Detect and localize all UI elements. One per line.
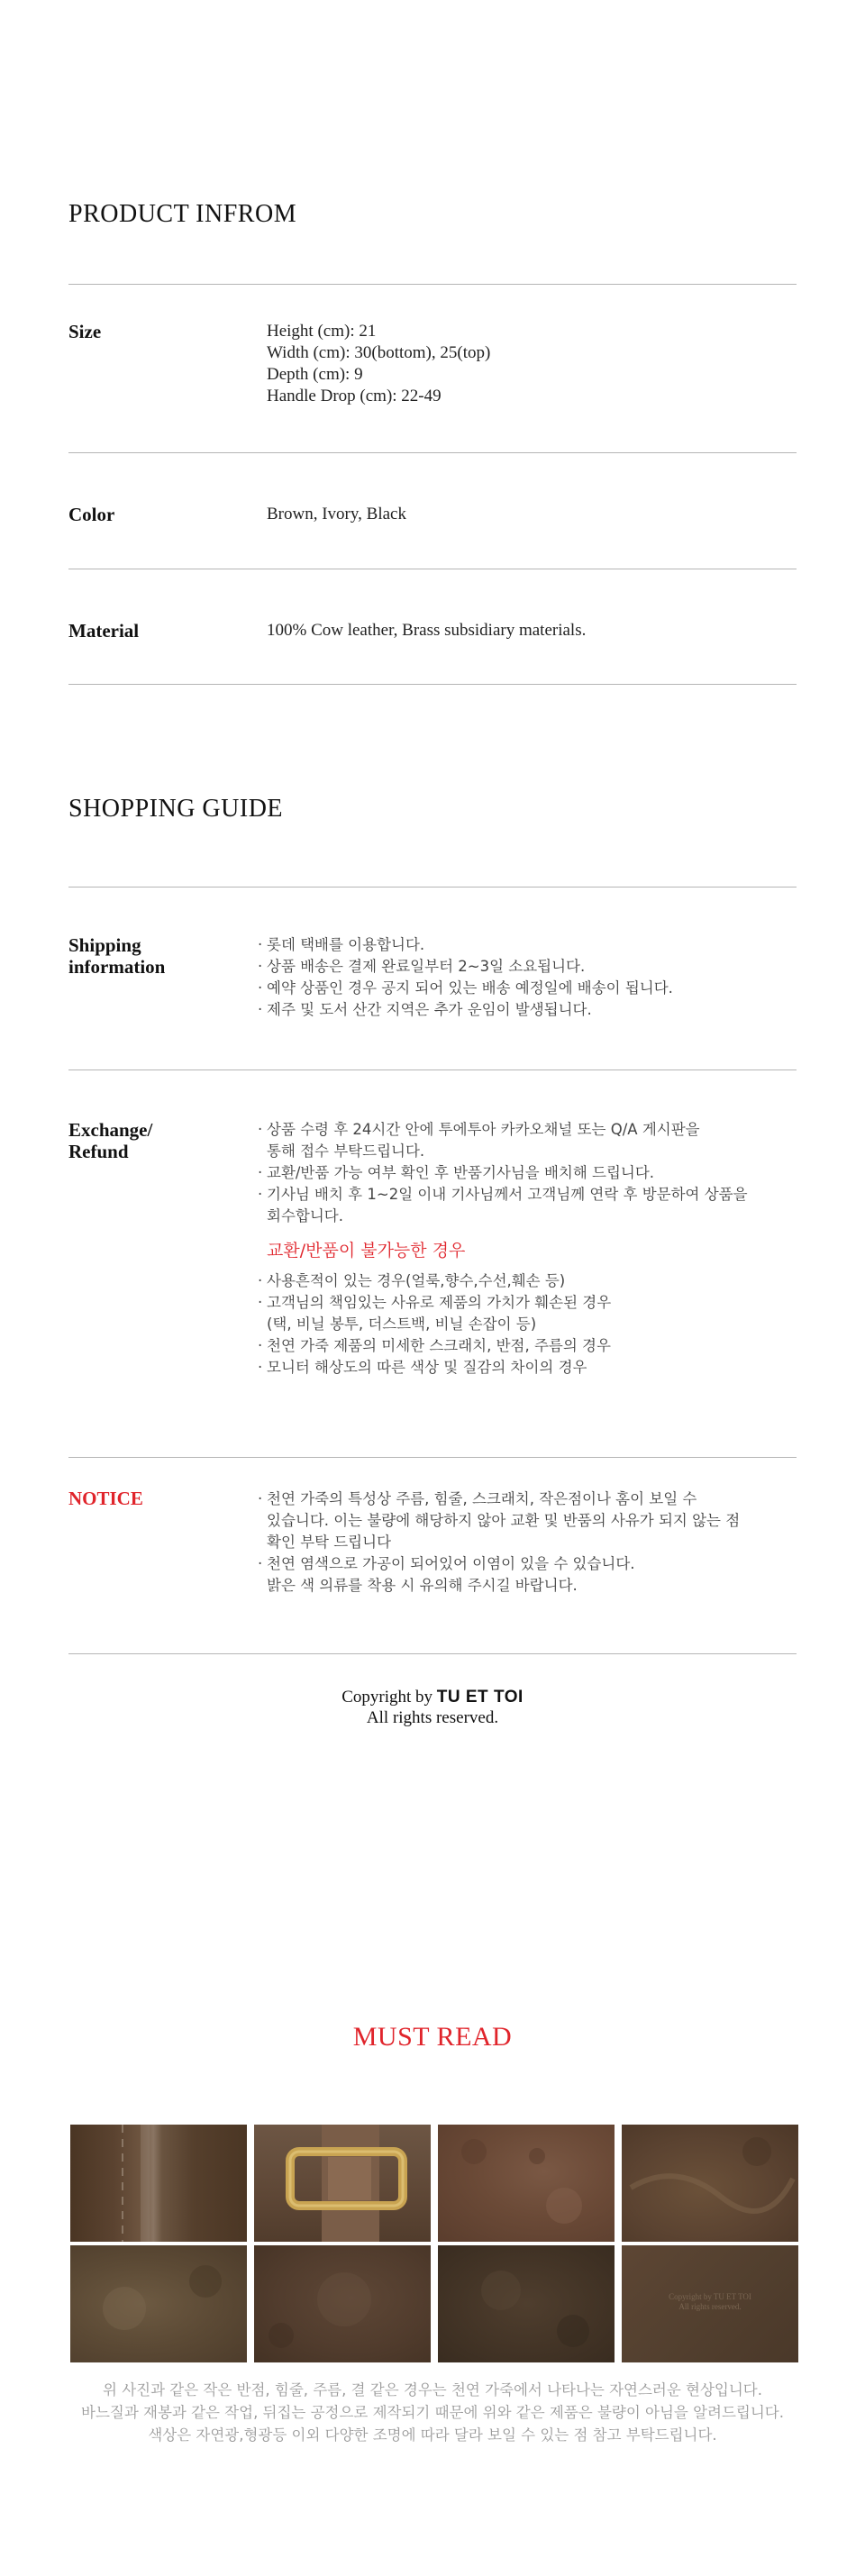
size-values <box>267 321 490 407</box>
list-item: · 천연 염색으로 가공이 되어있어 이염이 있을 수 있습니다. <box>258 1553 740 1575</box>
exchange-info <box>258 1119 748 1379</box>
must-read-notes <box>0 2379 865 2446</box>
leather-photo-grain-1 <box>438 2125 615 2242</box>
shipping-label: Shipping information <box>68 934 166 978</box>
list-item: · 천연 가죽 제품의 미세한 스크래치, 반점, 주름의 경우 <box>258 1335 748 1357</box>
leather-photo-watermark <box>622 2245 798 2362</box>
list-item: · 천연 가죽의 특성상 주름, 힘줄, 스크래치, 작은점이나 홈이 보일 수 <box>258 1488 740 1510</box>
must-read-title: MUST READ <box>352 2022 513 2052</box>
list-item-cont: (택, 비닐 봉투, 더스트백, 비닐 손잡이 등) <box>267 1315 537 1333</box>
notice-label: NOTICE <box>68 1488 143 1509</box>
divider <box>68 284 797 285</box>
leather-photo-grain-5 <box>438 2245 615 2362</box>
leather-photo-edge-stitch <box>70 2125 247 2242</box>
divider <box>68 452 797 453</box>
list-item: · 제주 및 도서 산간 지역은 추가 운임이 발생됩니다. <box>258 999 673 1021</box>
size-height: Height (cm): 21 <box>267 322 377 341</box>
list-item: · 기사님 배치 후 1~2일 이내 기사님께서 고객님께 연락 후 방문하여 상품을 <box>258 1184 748 1206</box>
material-value: 100% Cow leather, Brass subsidiary materials. <box>267 621 587 640</box>
list-item: · 교환/반품 가능 여부 확인 후 반품기사님을 배치해 드립니다. <box>258 1162 748 1184</box>
list-item: · 롯데 택배를 이용합니다. <box>258 934 673 956</box>
note-line: 위 사진과 같은 작은 반점, 힘줄, 주름, 결 같은 경우는 천연 가죽에서 나타나는 자연스러운 현상입니다. <box>103 2381 762 2399</box>
leather-photo-grain-2 <box>622 2125 798 2242</box>
exchange-label: Exchange/ Refund <box>68 1119 153 1162</box>
leather-photo-buckle <box>254 2125 431 2242</box>
leather-photo-grain-4 <box>254 2245 431 2362</box>
brand-name: TU ET TOI <box>436 1688 524 1707</box>
notice-info <box>258 1488 740 1597</box>
list-item: · 상품 배송은 결제 완료일부터 2~3일 소요됩니다. <box>258 956 673 978</box>
size-depth: Depth (cm): 9 <box>267 365 363 384</box>
list-item-cont: 있습니다. 이는 불량에 해당하지 않아 교환 및 반품의 사유가 되지 않는 점 <box>267 1512 741 1529</box>
material-label: Material <box>68 620 140 642</box>
list-item: · 상품 수령 후 24시간 안에 투에투아 카카오채널 또는 Q/A 게시판을 <box>258 1119 748 1141</box>
not-allowed-heading: 교환/반품이 불가능한 경우 <box>267 1241 466 1261</box>
size-width: Width (cm): 30(bottom), 25(top) <box>267 343 491 362</box>
shopping-guide-title: SHOPPING GUIDE <box>68 795 284 823</box>
divider <box>68 1457 797 1458</box>
size-handle-drop: Handle Drop (cm): 22-49 <box>267 387 442 405</box>
list-item-cont: 회수합니다. <box>267 1207 343 1224</box>
list-item: · 예약 상품인 경우 공지 되어 있는 배송 예정일에 배송이 됩니다. <box>258 978 673 999</box>
product-info-title: PRODUCT INFROM <box>68 200 297 228</box>
list-item-cont: 통해 접수 부탁드립니다. <box>267 1142 425 1160</box>
list-item: · 고객님의 책임있는 사유로 제품의 가치가 훼손된 경우 <box>258 1292 748 1314</box>
list-item: · 사용흔적이 있는 경우(얼룩,향수,수선,훼손 등) <box>258 1270 748 1292</box>
color-value: Brown, Ivory, Black <box>267 505 406 523</box>
rights-text: All rights reserved. <box>366 1708 499 1727</box>
color-label: Color <box>68 504 115 525</box>
size-label: Size <box>68 321 102 342</box>
list-item-cont: 확인 부탁 드립니다 <box>267 1534 392 1551</box>
note-line: 바느질과 재봉과 같은 작업, 뒤집는 공정으로 제작되기 때문에 위와 같은 제품은 불량이 아님을 알려드립니다. <box>81 2404 784 2421</box>
note-line: 색상은 자연광,형광등 이외 다양한 조명에 따라 달라 보일 수 있는 점 참고 부탁드립니다. <box>148 2426 717 2444</box>
shipping-info <box>258 934 673 1021</box>
divider <box>68 1653 797 1654</box>
list-item: · 모니터 해상도의 따른 색상 및 질감의 차이의 경우 <box>258 1357 748 1379</box>
divider <box>68 684 797 685</box>
copyright <box>0 1687 865 1728</box>
copyright-prefix: Copyright by <box>341 1688 433 1707</box>
leather-photo-grain-3 <box>70 2245 247 2362</box>
photo-watermark-text: Copyright by TU ET TOI All rights reserved. <box>669 2292 751 2311</box>
list-item-cont: 밝은 색 의류를 착용 시 유의해 주시길 바랍니다. <box>267 1577 578 1594</box>
